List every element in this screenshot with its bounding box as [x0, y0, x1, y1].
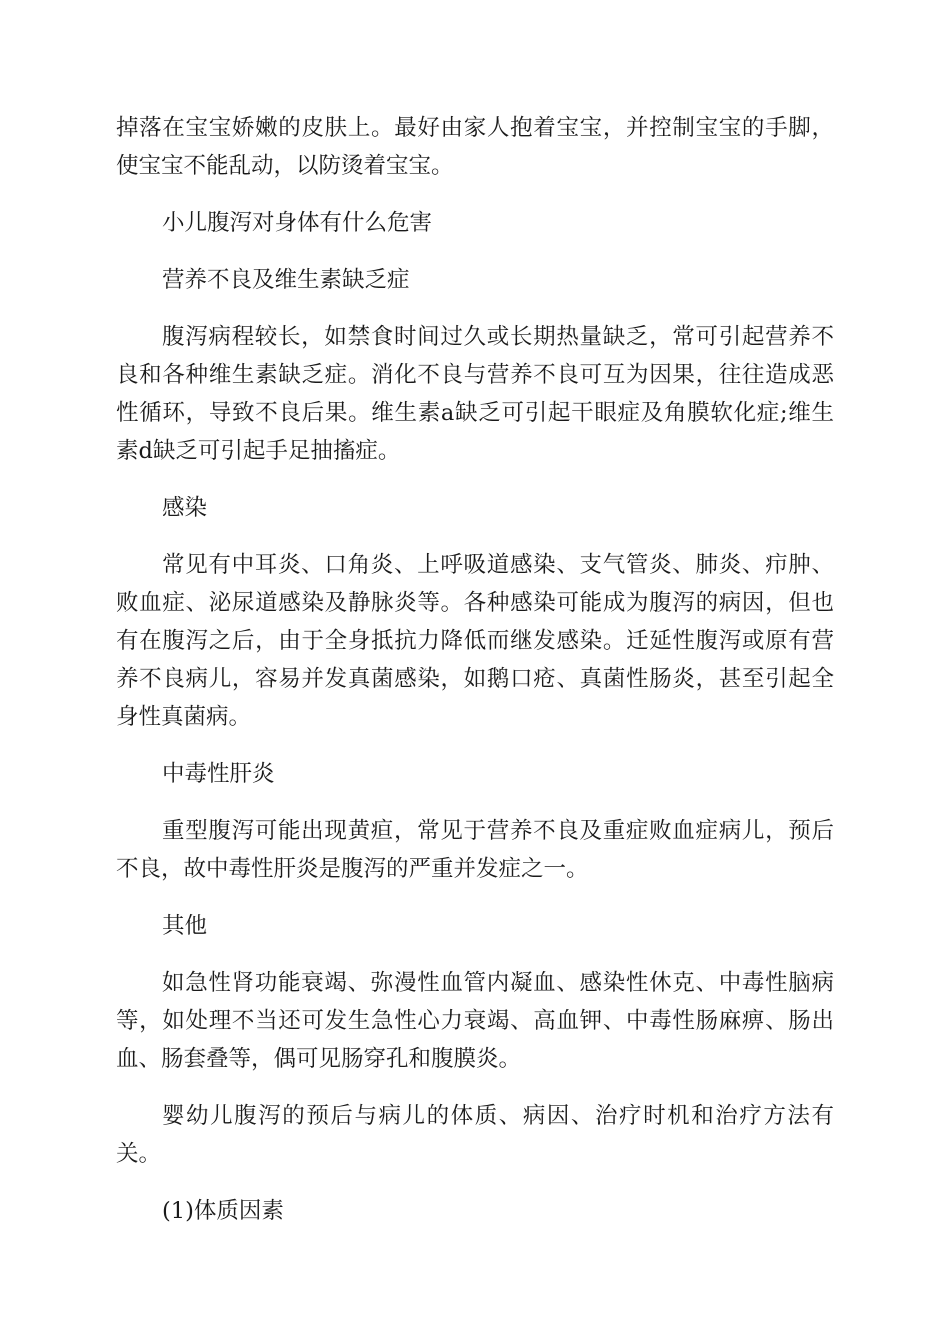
- subheading-malnutrition: 营养不良及维生素缺乏症: [162, 267, 410, 293]
- section-heading-harm: 小儿腹泻对身体有什么危害: [162, 210, 433, 236]
- document-body: [116, 109, 834, 1249]
- subheading-infection: 感染: [162, 495, 208, 521]
- paragraph-other: 如急性肾功能衰竭、弥漫性血管内凝血、感染性休克、中毒性脑病等，如处理不当还可发生急性心力衰竭、高血钾、中毒性肠麻痹、肠出血、肠套叠等，偶可见肠穿孔和腹膜炎。: [116, 970, 834, 1072]
- subheading-toxic-hepatitis: 中毒性肝炎: [162, 761, 275, 787]
- subheading-constitution: (1)体质因素: [162, 1198, 284, 1224]
- paragraph-malnutrition: 腹泻病程较长，如禁食时间过久或长期热量缺乏，常可引起营养不良和各种维生素缺乏症。消化不良与营养不良可互为因果，往往造成恶性循环，导致不良后果。维生素a缺乏可引起干眼症及角膜软化症;维生素d缺乏可引起手足抽搐症。: [116, 324, 834, 464]
- paragraph-infection: 常见有中耳炎、口角炎、上呼吸道感染、支气管炎、肺炎、疖肿、败血症、泌尿道感染及静脉炎等。各种感染可能成为腹泻的病因，但也有在腹泻之后，由于全身抵抗力降低而继发感染。迁延性腹泻或原有营养不良病儿，容易并发真菌感染，如鹅口疮、真菌性肠炎，甚至引起全身性真菌病。: [116, 552, 834, 730]
- paragraph-toxic-hepatitis: 重型腹泻可能出现黄疸，常见于营养不良及重症败血症病儿，预后不良，故中毒性肝炎是腹泻的严重并发症之一。: [116, 818, 834, 882]
- paragraph-continued: 掉落在宝宝娇嫩的皮肤上。最好由家人抱着宝宝，并控制宝宝的手脚，使宝宝不能乱动，以防烫着宝宝。: [116, 115, 834, 179]
- paragraph-prognosis: 婴幼儿腹泻的预后与病儿的体质、病因、治疗时机和治疗方法有关。: [116, 1103, 834, 1167]
- subheading-other: 其他: [162, 913, 208, 939]
